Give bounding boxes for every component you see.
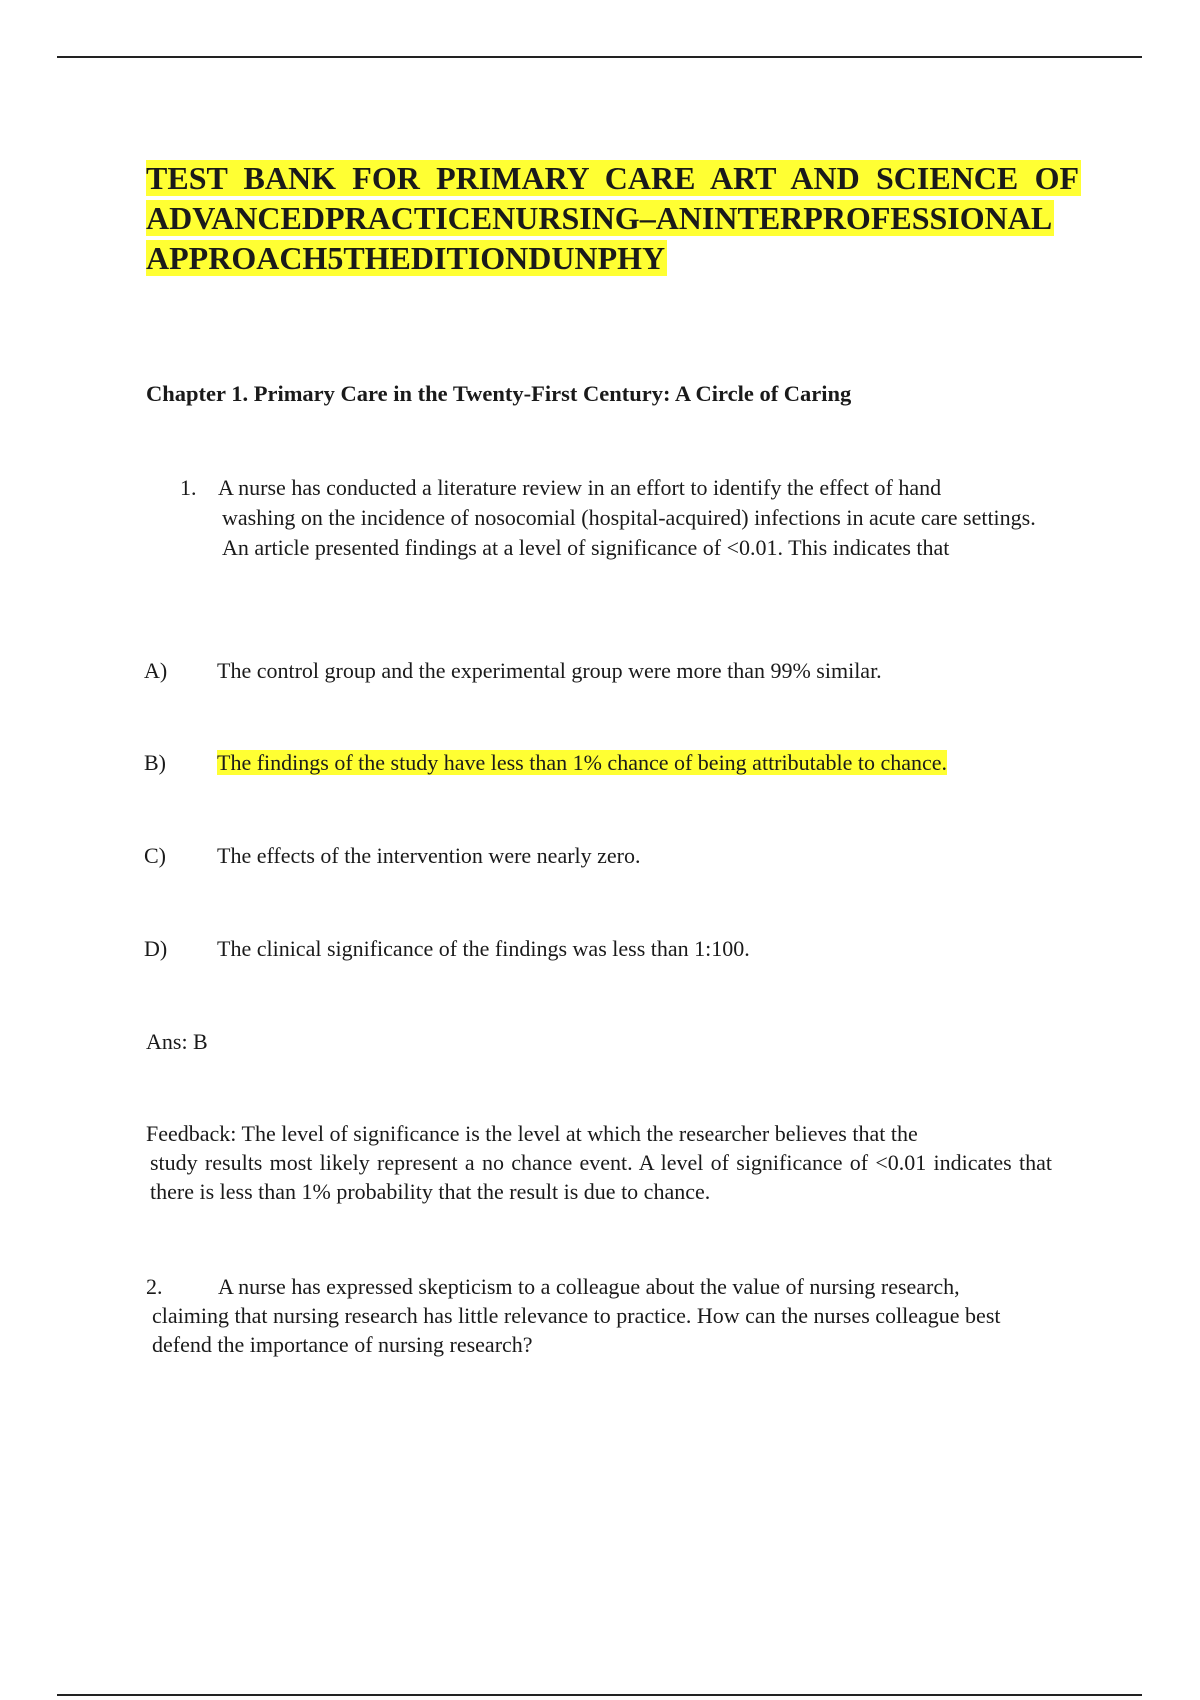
question-2-first-line: A nurse has expressed skepticism to a colleague about the value of nursing research,	[218, 1274, 960, 1299]
question-1-first-line: A nurse has conducted a literature review in an effort to identify the effect of hand	[218, 475, 942, 500]
title-line-2	[146, 198, 1081, 238]
question-1	[180, 473, 1060, 563]
question-1-number: 1.	[180, 475, 197, 500]
feedback-continuation: study results most likely represent a no chance event. A level of significance of <0.01 indicates that there is less than 1% probability that the result is due to chance.	[150, 1150, 1052, 1204]
feedback-first-line: Feedback: The level of significance is the level at which the researcher believes that the	[146, 1121, 918, 1146]
option-d-text: The clinical significance of the findings was less than 1:100.	[217, 936, 750, 961]
option-b	[144, 748, 947, 778]
option-d-letter: D)	[144, 936, 168, 961]
title-line-1	[146, 158, 1081, 198]
chapter-heading: Chapter 1. Primary Care in the Twenty-First Century: A Circle of Caring	[146, 381, 852, 406]
title-line-1-text: TEST BANK FOR PRIMARY CARE ART AND SCIENCE OF	[146, 160, 1079, 196]
question-1-continuation: washing on the incidence of nosocomial (hospital-acquired) infections in acute care settings. An article presented findings at a level of significance of <0.01. This indicates that	[222, 505, 1036, 560]
option-a-text: The control group and the experimental group were more than 99% similar.	[217, 658, 882, 683]
question-2	[146, 1272, 1052, 1359]
option-b-letter: B)	[144, 750, 166, 775]
title-line-2-text: ADVANCEDPRACTICENURSING–ANINTERPROFESSIONAL	[146, 200, 1053, 236]
answer-line: Ans: B	[146, 1029, 208, 1054]
option-c-text: The effects of the intervention were nearly zero.	[217, 843, 641, 868]
option-b-text-highlighted: The findings of the study have less than 1% chance of being attributable to chance.	[217, 750, 948, 775]
option-c	[144, 841, 641, 871]
title-line-3-text: APPROACH5THEDITIONDUNPHY	[146, 240, 666, 276]
title-line-3	[146, 238, 1081, 278]
option-a	[144, 656, 882, 686]
question-2-number: 2.	[146, 1274, 163, 1299]
feedback-paragraph	[146, 1119, 1052, 1206]
option-d	[144, 934, 750, 964]
option-a-letter: A)	[144, 658, 168, 683]
header-rule	[57, 56, 1142, 58]
question-2-continuation: claiming that nursing research has little relevance to practice. How can the nurses colleague best defend the importance of nursing research?	[152, 1303, 1001, 1357]
option-c-letter: C)	[144, 843, 166, 868]
document-title	[146, 158, 1081, 278]
footer-rule	[57, 1694, 1142, 1696]
